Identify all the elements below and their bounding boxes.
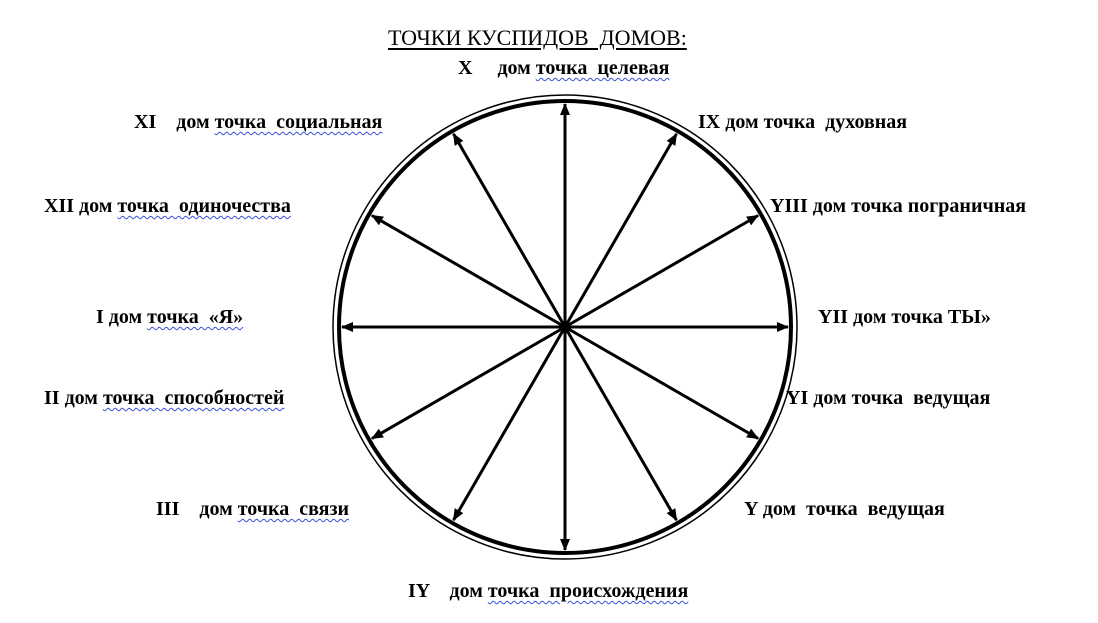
house-yii-label: YII дом точка ТЫ» [818, 306, 991, 328]
house-i-label [96, 305, 243, 329]
house-y-label: Y дом точка ведущая [744, 498, 945, 520]
cusp-arrow-yi [565, 327, 758, 439]
cusp-arrow-xii [372, 216, 565, 328]
house-iy-point: точка происхождения [487, 580, 689, 602]
house-xi-label [134, 110, 382, 134]
house-iii-prefix: III дом [156, 498, 238, 520]
house-xii-prefix: XII дом [44, 195, 118, 217]
cusp-arrow-y [565, 327, 677, 520]
house-ii-point: точка способностей [102, 387, 285, 409]
house-xii-label [44, 194, 291, 218]
house-ii-prefix: II дом [44, 387, 103, 409]
house-x-point: точка целевая [535, 57, 670, 79]
house-iy-prefix: IY дом [408, 580, 488, 602]
house-xi-prefix: XI дом [134, 111, 215, 133]
house-ii-label [44, 386, 284, 410]
house-x-prefix: X дом [458, 57, 536, 79]
cusp-arrow-ii [372, 327, 565, 439]
cusp-arrow-ix [565, 134, 677, 327]
house-iii-point: точка связи [237, 498, 350, 520]
cusp-arrow-xi [454, 134, 566, 327]
house-i-prefix: I дом [96, 306, 148, 328]
house-i-point: точка «Я» [147, 306, 244, 328]
house-yi-label: YI дом точка ведущая [786, 387, 991, 409]
house-iy-label [408, 579, 688, 603]
diagram-title: ТОЧКИ КУСПИДОВ ДОМОВ: [388, 25, 687, 50]
house-x-label [458, 56, 669, 80]
cusp-arrow-iii [454, 327, 566, 520]
cusp-arrows [342, 104, 788, 550]
house-yiii-label: YIII дом точка пограничная [770, 195, 1027, 217]
house-xi-point: точка социальная [214, 111, 383, 133]
house-iii-label [156, 497, 349, 521]
house-xii-point: точка одиночества [117, 195, 291, 217]
cusp-arrow-yiii [565, 216, 758, 328]
house-ix-label: IX дом точка духовная [698, 111, 908, 133]
